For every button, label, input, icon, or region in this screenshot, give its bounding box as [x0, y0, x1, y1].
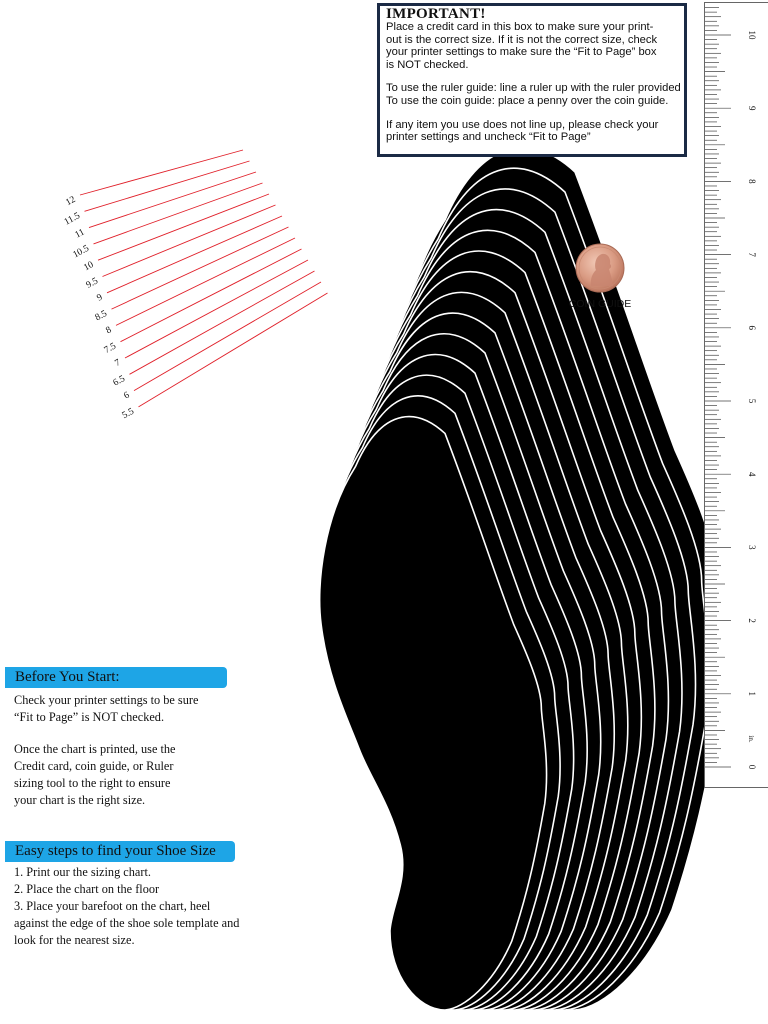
text-line: Credit card, coin guide, or Ruler	[14, 759, 174, 773]
size-label-10.5: 10.5	[71, 243, 91, 261]
ruler-label-7: 7	[747, 252, 757, 257]
sole-outlines	[320, 148, 723, 1010]
ruler-label-0: 0	[747, 764, 757, 770]
ruler-label-10: 10	[747, 30, 757, 40]
guide-line-11	[89, 172, 256, 228]
ruler-label-3: 3	[747, 545, 757, 550]
guide-line-9.5	[103, 205, 276, 277]
text-line: To use the coin guide: place a penny over the coin guide.	[386, 94, 669, 107]
before-you-start-paragraph-1	[14, 692, 198, 726]
ruler-label-5: 5	[747, 398, 757, 404]
ruler-guide	[704, 2, 768, 788]
text-line: is NOT checked.	[386, 58, 469, 71]
ruler-unit-label: in.	[747, 735, 755, 743]
text-line: To use the ruler guide: line a ruler up with the ruler provided	[386, 82, 681, 95]
ruler-label-8: 8	[747, 179, 757, 184]
guide-line-10.5	[94, 183, 263, 244]
penny-icon	[555, 240, 645, 296]
guide-line-11.5	[85, 161, 250, 211]
text-line: Place a credit card in this box to make sure your print-	[386, 21, 654, 33]
size-label-6.5: 6.5	[111, 374, 127, 389]
step-line: look for the nearest size.	[14, 933, 135, 947]
step-line: 1. Print our the sizing chart.	[14, 865, 151, 879]
guide-line-6	[134, 282, 321, 391]
text-line: printer settings and uncheck “Fit to Page”	[386, 131, 591, 144]
important-notice-box	[377, 3, 687, 157]
coin-guide	[555, 240, 645, 310]
size-label-7.5: 7.5	[102, 341, 118, 356]
important-paragraph-1	[386, 21, 684, 71]
before-you-start-paragraph-2	[14, 741, 176, 809]
size-label-8: 8	[104, 325, 114, 337]
easy-steps-heading: Easy steps to find your Shoe Size	[5, 841, 235, 862]
before-you-start-heading: Before You Start:	[5, 667, 227, 688]
ruler-label-2: 2	[747, 618, 757, 623]
step-line: against the edge of the shoe sole template and	[14, 916, 240, 930]
size-label-9.5: 9.5	[84, 276, 100, 291]
size-label-6: 6	[122, 390, 132, 402]
size-label-9: 9	[95, 292, 105, 304]
ruler-label-6: 6	[747, 325, 757, 331]
ruler-ticks	[705, 3, 768, 789]
text-line: If any item you use does not line up, please check your	[386, 118, 659, 131]
text-line: your printer settings to make sure the “Fit to Page” box	[386, 46, 657, 59]
size-labels	[63, 195, 136, 421]
size-label-12: 12	[64, 194, 78, 209]
guide-line-8.5	[112, 227, 289, 309]
text-line: Once the chart is printed, use the	[14, 742, 176, 756]
guide-line-7	[125, 260, 308, 358]
text-line: out is the correct size. If it is not the correct size, check	[386, 33, 658, 46]
step-line: 2. Place the chart on the floor	[14, 882, 160, 896]
coin-guide-label: COIN GUIDE	[568, 298, 632, 310]
text-line: “Fit to Page” is NOT checked.	[14, 710, 165, 724]
ruler-label-4: 4	[747, 471, 757, 477]
text-line: sizing tool to the right to ensure	[14, 776, 171, 790]
size-label-11: 11	[73, 227, 87, 241]
ruler-label-9: 9	[747, 105, 757, 111]
size-label-8.5: 8.5	[93, 308, 109, 324]
easy-steps-list	[14, 864, 239, 949]
guide-line-5.5	[139, 293, 328, 407]
size-label-11.5: 11.5	[62, 211, 82, 228]
important-paragraph-3	[386, 119, 684, 144]
guide-line-9	[107, 216, 282, 293]
text-line: your chart is the right size.	[14, 793, 146, 807]
size-label-10: 10	[82, 260, 96, 274]
important-paragraph-2	[386, 82, 684, 107]
step-line: 3. Place your barefoot on the chart, heel	[14, 899, 211, 913]
text-line: Check your printer settings to be sure	[14, 693, 199, 707]
ruler-label-1: 1	[747, 691, 757, 697]
size-label-7: 7	[113, 357, 123, 369]
guide-line-10	[98, 194, 269, 260]
important-title: IMPORTANT!	[386, 6, 486, 22]
size-label-5.5: 5.5	[120, 406, 136, 422]
